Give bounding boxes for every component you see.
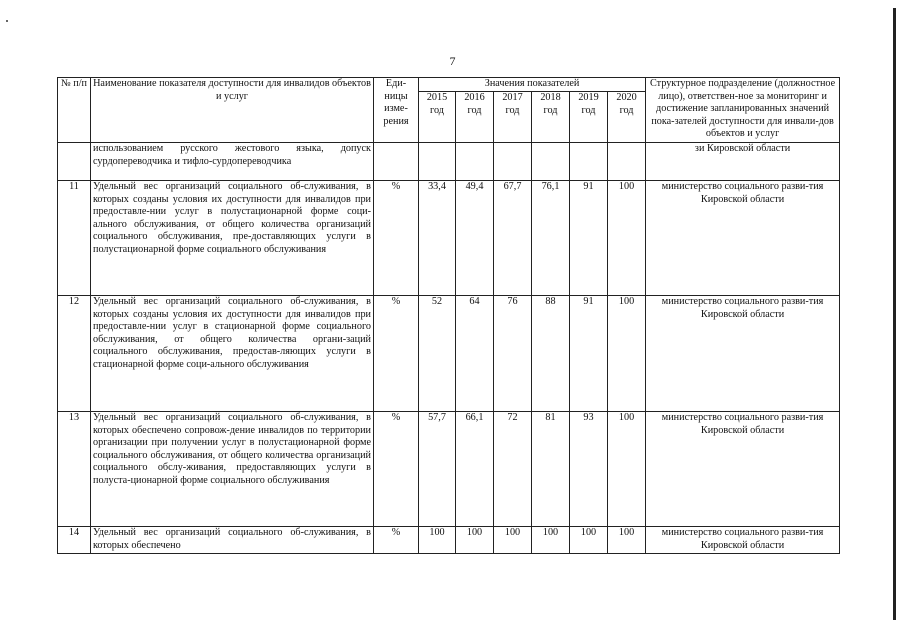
- row-num: [58, 143, 91, 181]
- row-value: [494, 143, 532, 181]
- header-year: 2015 год: [419, 92, 456, 143]
- row-value: 100: [570, 527, 608, 554]
- row-responsible: министерство социального разви-тия Кировской области: [646, 412, 840, 527]
- row-value: 100: [608, 181, 646, 296]
- row-value: 100: [608, 296, 646, 412]
- row-value: [419, 143, 456, 181]
- row-value: 64: [456, 296, 494, 412]
- row-num: 14: [58, 527, 91, 554]
- row-name: Удельный вес организаций социального об-служивания, в которых созданы условия их доступности для инвалидов при предоставле-нии услуг в стационарной форме социального обслуживания, от общего количества органи-заций социального обслуживания, предостав-ляющих услуги в стационарной форме соци-ального обслуживания: [91, 296, 374, 412]
- header-year: 2019 год: [570, 92, 608, 143]
- row-unit: %: [374, 527, 419, 554]
- header-row: [58, 78, 840, 92]
- row-value: 81: [532, 412, 570, 527]
- header-values-group: Значения показателей: [419, 78, 646, 92]
- row-unit: [374, 143, 419, 181]
- header-unit: Еди-ницы изме-рения: [374, 78, 419, 143]
- header-num: № п/п: [58, 78, 91, 143]
- row-value: 49,4: [456, 181, 494, 296]
- header-year: 2017 год: [494, 92, 532, 143]
- row-value: 52: [419, 296, 456, 412]
- row-value: 91: [570, 296, 608, 412]
- header-responsible: Структурное подразделение (должностное лицо), ответствен-ное за мониторинг и достижение запланированных значений пока-зателей доступности для инвали-дов объектов и услуг: [646, 78, 840, 143]
- row-value: 88: [532, 296, 570, 412]
- header-year: 2020 год: [608, 92, 646, 143]
- row-value: 100: [456, 527, 494, 554]
- row-unit: %: [374, 412, 419, 527]
- row-num: 11: [58, 181, 91, 296]
- header-year: 2016 год: [456, 92, 494, 143]
- indicators-table: [57, 77, 840, 554]
- row-value: 100: [608, 412, 646, 527]
- row-name: использованием русского жестового языка, допуск сурдопереводчика и тифло-сурдопереводчика: [91, 143, 374, 181]
- row-responsible: министерство социального разви-тия Кировской области: [646, 181, 840, 296]
- row-value: 76: [494, 296, 532, 412]
- row-value: 33,4: [419, 181, 456, 296]
- row-responsible: министерство социального разви-тия Кировской области: [646, 527, 840, 554]
- row-value: 67,7: [494, 181, 532, 296]
- row-responsible: зи Кировской области: [646, 143, 840, 181]
- row-responsible: министерство социального разви-тия Кировской области: [646, 296, 840, 412]
- row-name: Удельный вес организаций социального об-служивания, в которых созданы условия их доступности для инвалидов при предоставле-нии услуг в полустационарной форме соци-ального обслуживания, от общего количества организаций социального обслуживания, пре-доставляющих услуги в полустационарной форме социального обслуживания: [91, 181, 374, 296]
- table-row: [58, 181, 840, 296]
- row-value: [570, 143, 608, 181]
- row-num: 13: [58, 412, 91, 527]
- row-value: [608, 143, 646, 181]
- row-num: 12: [58, 296, 91, 412]
- row-value: 72: [494, 412, 532, 527]
- table-row: [58, 527, 840, 554]
- row-value: 100: [608, 527, 646, 554]
- row-value: 93: [570, 412, 608, 527]
- header-year: 2018 год: [532, 92, 570, 143]
- row-value: [532, 143, 570, 181]
- row-value: 100: [532, 527, 570, 554]
- page-number: 7: [449, 54, 456, 68]
- header-name: Наименование показателя доступности для инвалидов объектов и услуг: [91, 78, 374, 143]
- table-row: [58, 412, 840, 527]
- row-unit: %: [374, 296, 419, 412]
- row-value: 57,7: [419, 412, 456, 527]
- row-value: 100: [419, 527, 456, 554]
- table-row: [58, 296, 840, 412]
- row-value: 91: [570, 181, 608, 296]
- row-name: Удельный вес организаций социального об-служивания, в которых обеспечено: [91, 527, 374, 554]
- table-row: [58, 143, 840, 181]
- row-value: 100: [494, 527, 532, 554]
- row-unit: %: [374, 181, 419, 296]
- scan-speck: [6, 20, 8, 22]
- scan-edge-bar: [893, 8, 896, 620]
- row-value: 66,1: [456, 412, 494, 527]
- row-value: [456, 143, 494, 181]
- row-name: Удельный вес организаций социального об-служивания, в которых обеспечено сопровож-дение инвалидов по территории организации при получении услуг в полустационарной форме социального обслуживания, от общего количества организаций социального обслу-живания, предоставляющих услуги в полуста-ционарной форме социального обслуживания: [91, 412, 374, 527]
- row-value: 76,1: [532, 181, 570, 296]
